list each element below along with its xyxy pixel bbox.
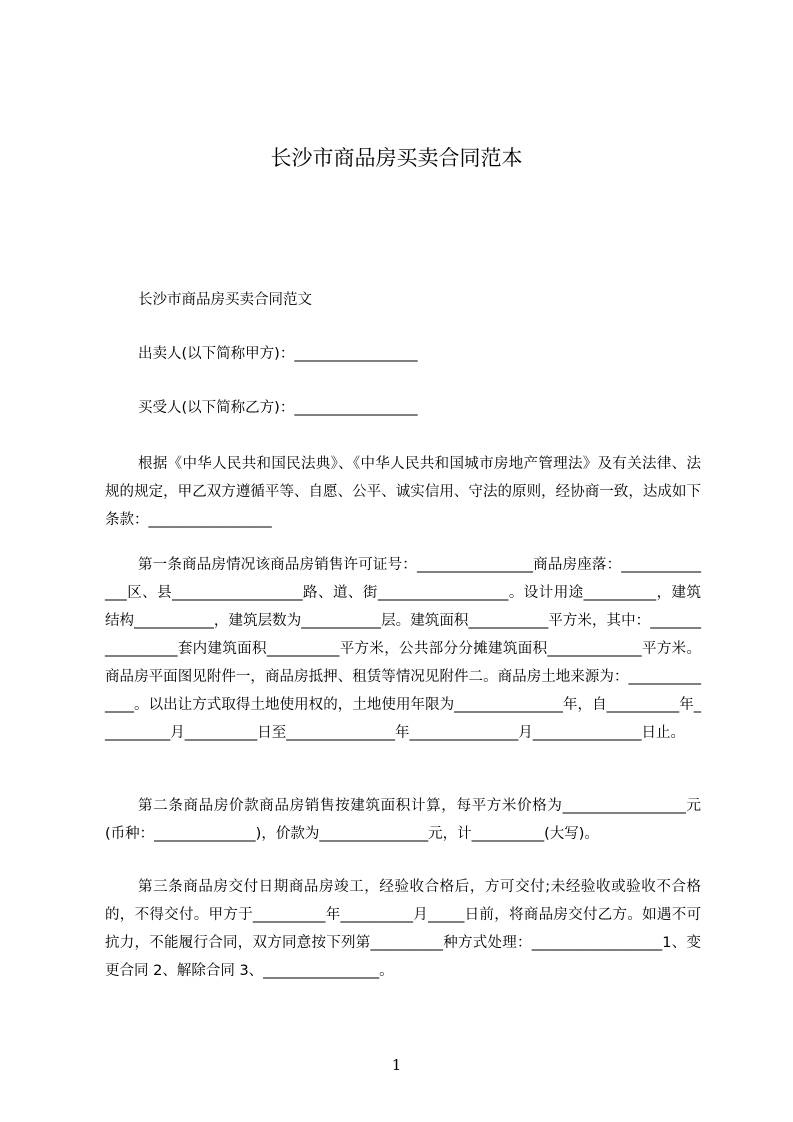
- article-1-paragraph: 第一条商品房情况该商品房销售许可证号：________________商品房座落：______________区、县__________________路、道、街__________________。设计用途__________，建筑结构___________，建筑层数为___________层。建筑面积___________平方米，其中：_________________套内建筑面积__________平方米，公共部分分摊建筑面积_____________平方米。商品房平面图见附件一，商品房抵押、租赁等情况见附件二。商品房土地来源为：______________。以出让方式取得土地使用权的，土地使用年限为_______________年，自__________年__________月__________日至_______________年_______________月_______________日止。: [105, 557, 701, 741]
- seller-line: 出卖人(以下简称甲方)：_________________: [138, 346, 418, 362]
- page-number: 1: [391, 1056, 402, 1074]
- buyer-line: 买受人(以下简称乙方)：_________________: [138, 400, 418, 416]
- preamble-paragraph: 根据《中华人民共和国民法典》、《中华人民共和国城市房地产管理法》及有关法律、法规的规定，甲乙双方遵循平等、自愿、公平、诚实信用、守法的原则，经协商一致，达成如下条款：_________________: [105, 456, 701, 528]
- article-3-paragraph: 第三条商品房交付日期商品房竣工，经验收合格后，方可交付;未经验收或验收不合格的，不得交付。甲方于__________年__________月_____日前，将商品房交付乙方。如遇不可抗力，不能履行合同，双方同意按下列第__________种方式处理：__________________1、变更合同 2、解除合同 3、________________。: [105, 879, 701, 979]
- document-title: 长沙市商品房买卖合同范本: [270, 146, 523, 170]
- article-2-paragraph: 第二条商品房价款商品房销售按建筑面积计算，每平方米价格为_________________元(币种：______________)，价款为_______________元，计__________(大写)。: [105, 798, 701, 842]
- document-subtitle: 长沙市商品房买卖合同范文: [138, 292, 312, 308]
